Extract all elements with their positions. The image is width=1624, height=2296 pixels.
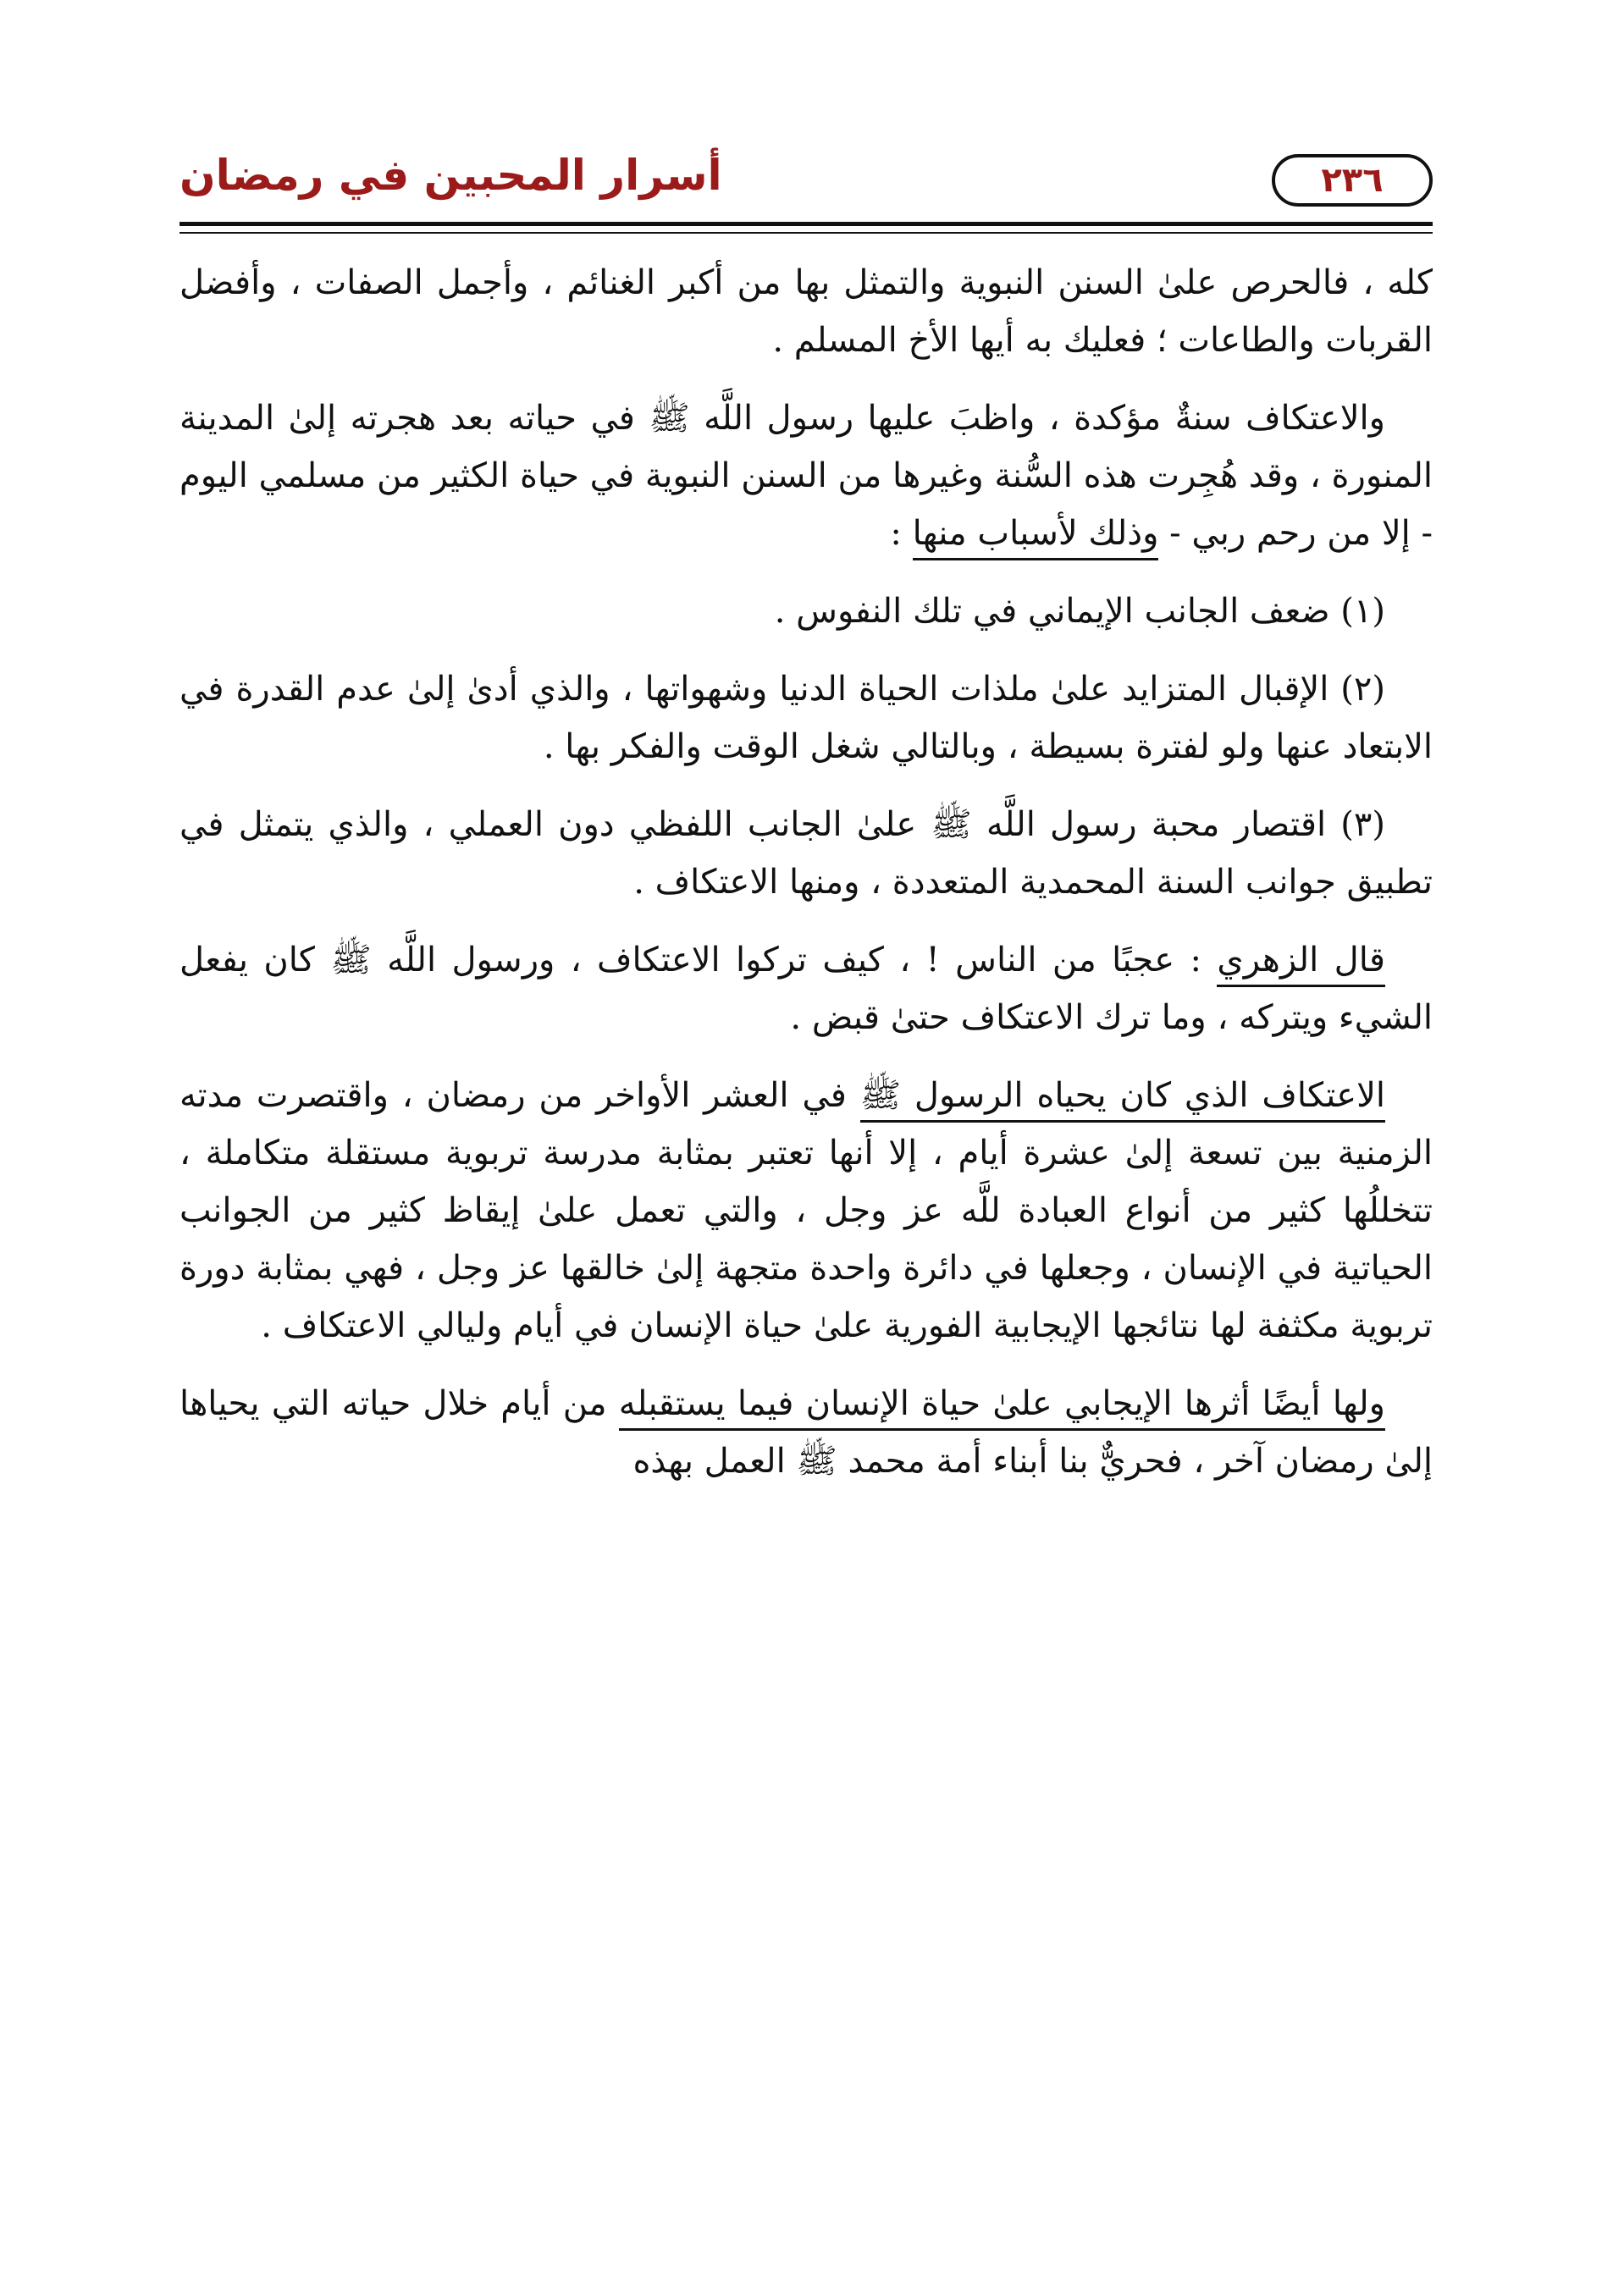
paragraph-effect — [180, 1375, 1433, 1490]
paragraph-text: (٢) الإقبال المتزايد علىٰ ملذات الحياة الدنيا وشهواتها ، والذي أدىٰ إلىٰ عدم القدرة في الابتعاد عنها ولو لفترة بسيطة ، وبالتالي شغل الوقت والفكر بها . — [180, 670, 1433, 766]
paragraph-text: من أيام خلال حياته التي يحياها إلىٰ رمضان آخر ، فحريٌّ بنا أبناء أمة محمد ﷺ العمل بهذه — [180, 1384, 1433, 1481]
paragraph-text: : عجبًا من الناس ! ، كيف تركوا الاعتكاف ، ورسول اللَّه ﷺ كان يفعل الشيء ويتركه ، وما ترك الاعتكاف حتىٰ قبض . — [180, 941, 1433, 1037]
underlined-phrase: قال الزهري — [1217, 941, 1385, 987]
paragraph-text: والاعتكاف سنةٌ مؤكدة ، واظبَ عليها رسول اللَّه ﷺ في حياته بعد هجرته إلىٰ المدينة المنورة ، وقد هُجِرت هذه السُّنة وغيرها من السنن النبوية في حياة الكثير من مسلمي اليوم - إلا من رحم ربي - — [180, 399, 1433, 553]
page-header — [180, 142, 1433, 227]
body-text — [180, 254, 1433, 1510]
zuhri-quote — [180, 931, 1433, 1046]
underlined-phrase: ولها أيضًا أثرها الإيجابي علىٰ حياة الإنسان فيما يستقبله — [619, 1384, 1385, 1431]
paragraph-text: كله ، فالحرص علىٰ السنن النبوية والتمثل بها من أكبر الغنائم ، وأجمل الصفات ، وأفضل القربات والطاعات ؛ فعليك به أيها الأخ المسلم . — [180, 263, 1433, 360]
paragraph-1 — [180, 254, 1433, 369]
running-title: أسرار المحبين في رمضان — [180, 151, 722, 200]
underlined-phrase: وذلك لأسباب منها — [913, 514, 1159, 560]
header-rule-thin — [180, 232, 1433, 234]
paragraph-itikaf — [180, 1067, 1433, 1355]
paragraph-text: في العشر الأواخر من رمضان ، واقتصرت مدته الزمنية بين تسعة إلىٰ عشرة أيام ، إلا أنها تعتبر بمثابة مدرسة تربوية مستقلة متكاملة ، تتخللُها كثير من أنواع العبادة للَّه عز وجل ، والتي تعمل علىٰ إيقاظ كثير من الجوانب الحياتية في الإنسان ، وجعلها في دائرة واحدة متجهة إلىٰ خالقها عز وجل ، فهي بمثابة دورة تربوية مكثفة لها نتائجها الإيجابية الفورية علىٰ حياة الإنسان في أيام وليالي الاعتكاف . — [180, 1076, 1433, 1345]
paragraph-2 — [180, 389, 1433, 562]
header-rule-thick — [180, 222, 1433, 226]
list-item-2 — [180, 660, 1433, 775]
underlined-phrase: الاعتكاف الذي كان يحياه الرسول ﷺ — [860, 1076, 1385, 1123]
list-item-3 — [180, 796, 1433, 911]
paragraph-text: : — [890, 514, 913, 553]
paragraph-text: (٣) اقتصار محبة رسول اللَّه ﷺ علىٰ الجانب اللفظي دون العملي ، والذي يتمثل في تطبيق جوانب السنة المحمدية المتعددة ، ومنها الاعتكاف . — [180, 805, 1433, 902]
list-item-1 — [180, 582, 1433, 640]
paragraph-text: (١) ضعف الجانب الإيماني في تلك النفوس . — [774, 592, 1385, 631]
page-number: ٢٣٦ — [1272, 154, 1433, 207]
